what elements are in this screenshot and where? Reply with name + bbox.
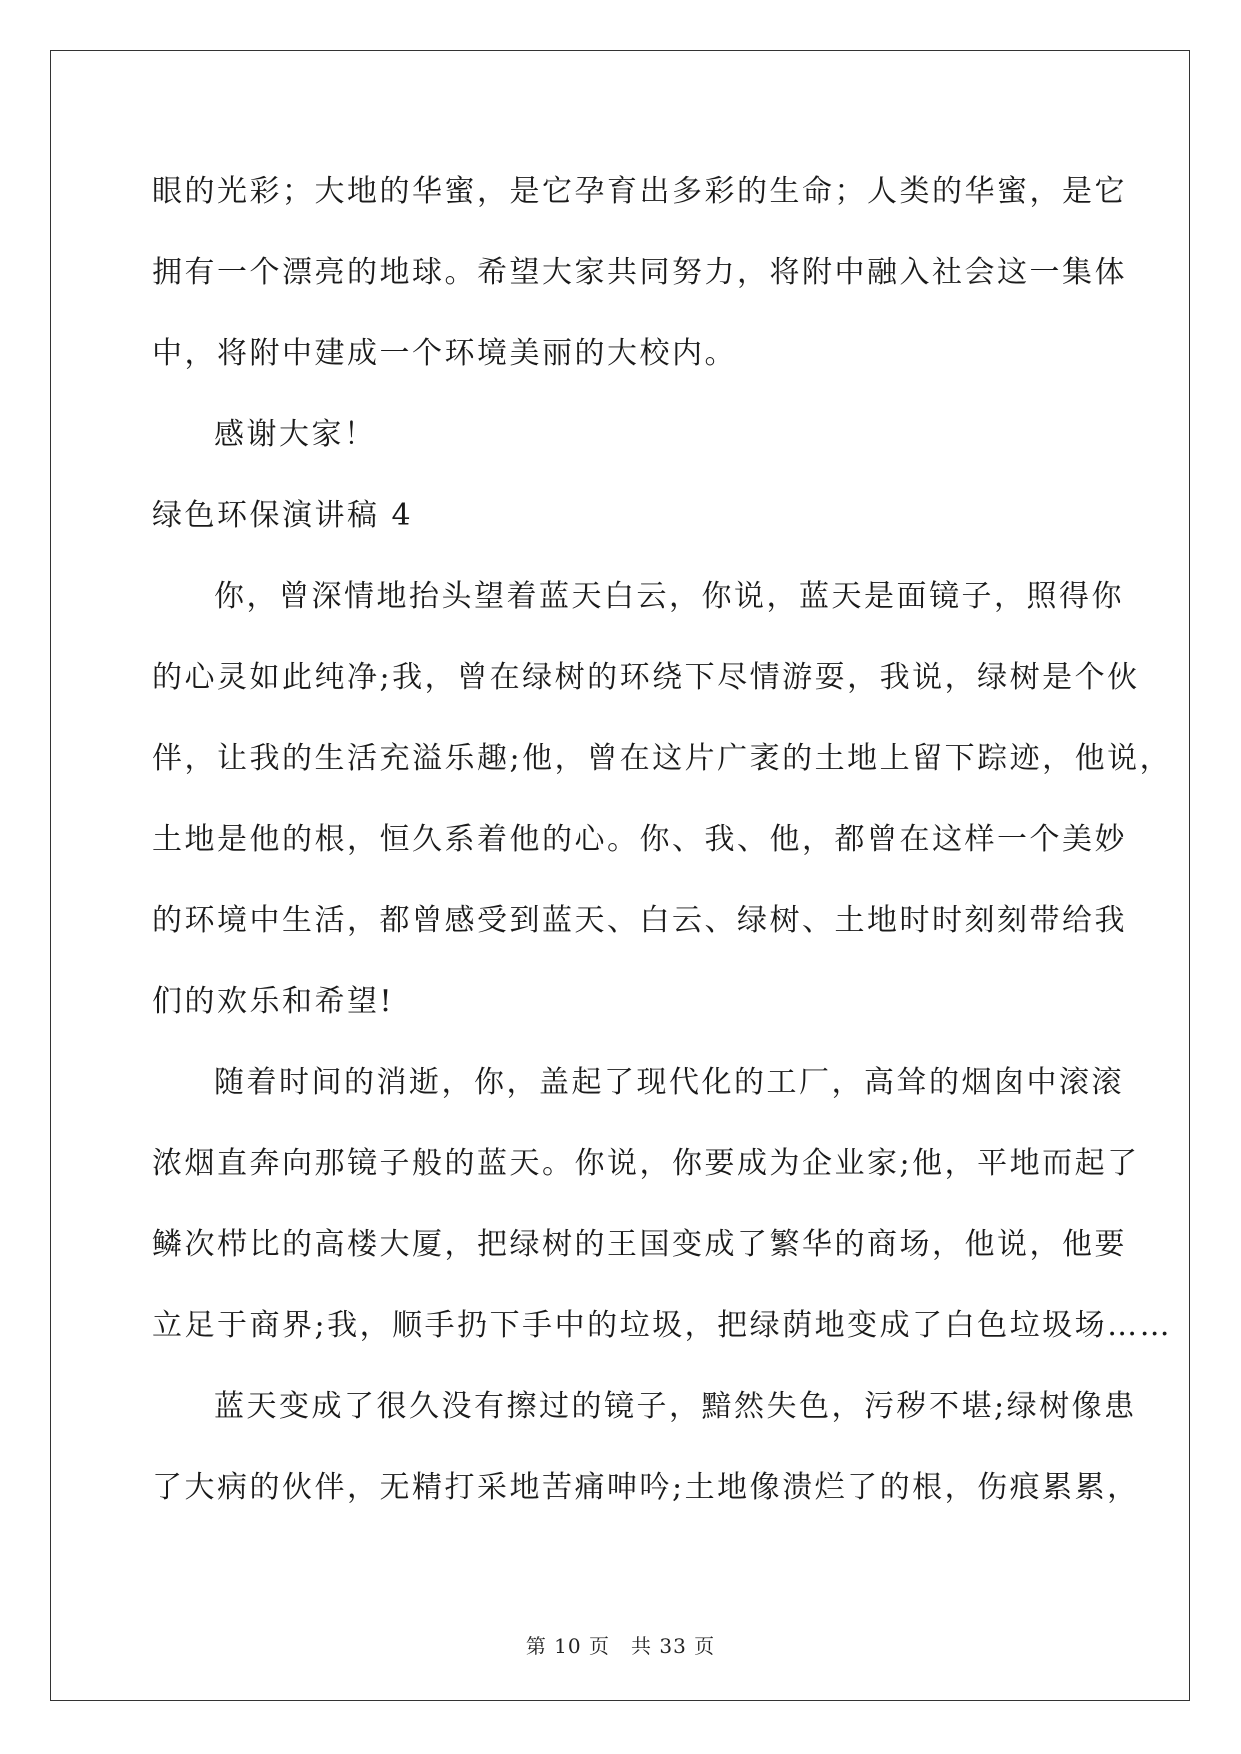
text-line-2: 拥有一个漂亮的地球。希望大家共同努力，将附中融入社会这一集体 bbox=[152, 255, 1127, 290]
text-line-9: 土地是他的根，恒久系着他的心。你、我、他，都曾在这样一个美妙 bbox=[152, 822, 1127, 857]
section-heading: 绿色环保演讲稿 4 bbox=[152, 498, 414, 533]
closing-line: 感谢大家！ bbox=[214, 417, 377, 452]
text-line-16: 蓝天变成了很久没有擦过的镜子，黯然失色，污秽不堪;绿树像患 bbox=[214, 1389, 1137, 1424]
text-line-12: 随着时间的消逝，你，盖起了现代化的工厂，高耸的烟囱中滚滚 bbox=[214, 1065, 1124, 1100]
text-line-6: 你，曾深情地抬头望着蓝天白云，你说，蓝天是面镜子，照得你 bbox=[214, 579, 1124, 614]
page-number: 第 10 页 共 33 页 bbox=[525, 1634, 716, 1658]
text-line-8: 伴，让我的生活充溢乐趣;他，曾在这片广袤的土地上留下踪迹，他说， bbox=[152, 741, 1173, 776]
text-line-14: 鳞次栉比的高楼大厦，把绿树的王国变成了繁华的商场，他说，他要 bbox=[152, 1227, 1127, 1262]
text-line-7: 的心灵如此纯净;我，曾在绿树的环绕下尽情游耍，我说，绿树是个伙 bbox=[152, 660, 1140, 695]
text-line-11: 们的欢乐和希望! bbox=[152, 984, 395, 1019]
text-line-1: 眼的光彩；大地的华蜜，是它孕育出多彩的生命；人类的华蜜，是它 bbox=[152, 174, 1127, 209]
text-line-15: 立足于商界;我，顺手扔下手中的垃圾，把绿荫地变成了白色垃圾场…… bbox=[152, 1308, 1173, 1343]
document-body bbox=[152, 165, 1173, 1542]
text-line-13: 浓烟直奔向那镜子般的蓝天。你说，你要成为企业家;他，平地而起了 bbox=[152, 1146, 1140, 1181]
text-line-17: 了大病的伙伴，无精打采地苦痛呻吟;土地像溃烂了的根，伤痕累累， bbox=[152, 1470, 1140, 1505]
text-line-10: 的环境中生活，都曾感受到蓝天、白云、绿树、土地时时刻刻带给我 bbox=[152, 903, 1127, 938]
text-line-3: 中，将附中建成一个环境美丽的大校内。 bbox=[152, 336, 737, 371]
